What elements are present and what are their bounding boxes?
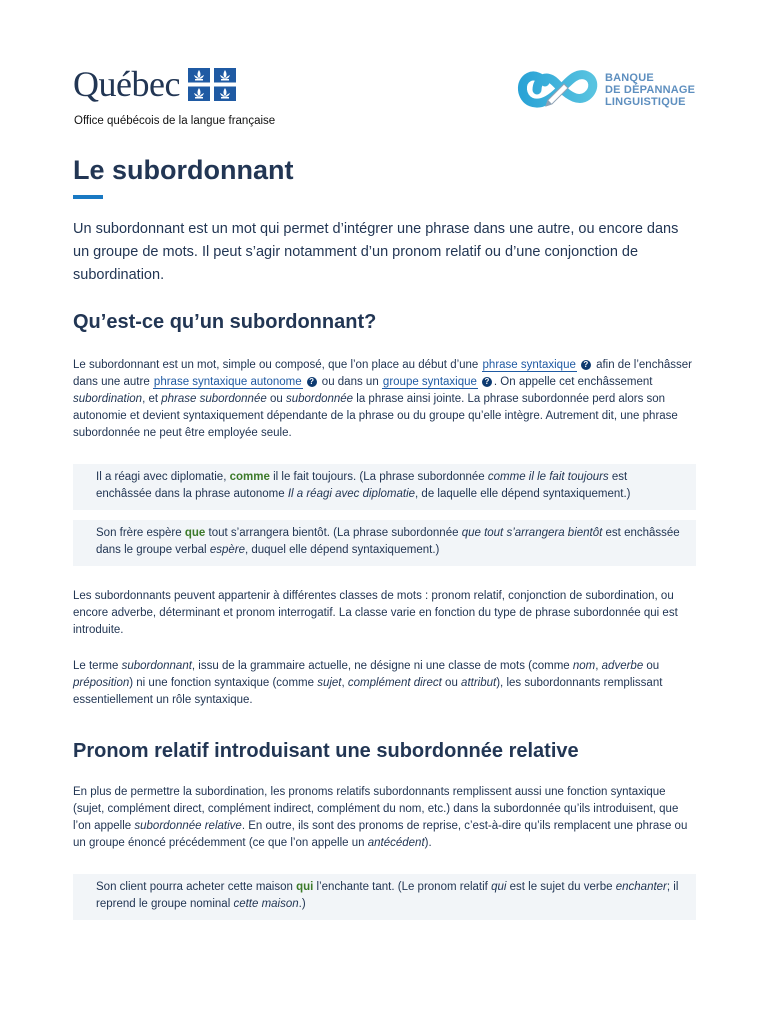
text: ), les subordonnants remplissant essentiellement un rôle syntaxique. [73,677,663,706]
text: , de laquelle elle dépend syntaxiquement.) [415,488,631,500]
text: Son frère espère [96,527,185,539]
fleurdelise-flag-icon [188,68,236,101]
section-heading-pronom-relatif: Pronom relatif introduisant une subordonnée relative [73,740,579,762]
text: est enchâssée dans le groupe verbal [96,527,680,556]
text: , et [142,393,162,405]
keyword: que [184,527,206,539]
link-phrase-syntaxique-autonome[interactable]: phrase syntaxique autonome [153,376,302,388]
text: En plus de permettre la subordination, les pronoms relatifs subordonnants remplissent aussi une fonction syntaxique (sujet, complément direct, complément indirect, complément du nom, etc.) dans la subordonnée qu’ils introduisent, que l’on appelle [73,786,679,832]
text: . On appelle cet enchâssement [493,376,653,388]
infinity-pencil-icon [515,66,601,114]
term: Il a réagi avec diplomatie [287,488,416,500]
text: , issu de la grammaire actuelle, ne désigne ni une classe de mots (comme [191,660,573,672]
example-box [73,874,696,920]
text: l’enchante tant. (Le pronom relatif [313,881,492,893]
text: ou [266,393,286,405]
text: afin de l’enchâsser dans une autre [73,359,692,388]
term: nom [572,660,596,672]
term: préposition [73,677,130,689]
definition-paragraph [73,357,696,442]
office-name: Office québécois de la langue française [74,115,276,127]
term: enchanter [615,881,667,893]
term: subordination [73,393,143,405]
site-header [0,0,768,140]
text: tout s’arrangera bientôt. (La phrase subordonnée [205,527,462,539]
bdl-logo[interactable] [515,66,695,114]
text: ; il reprend le groupe nominal [96,881,679,910]
help-icon[interactable]: ? [482,377,492,387]
quebec-wordmark: Québec [73,64,180,104]
text: Il a réagi avec diplomatie, [96,471,230,483]
quebec-logo[interactable] [73,66,236,102]
help-icon[interactable]: ? [581,360,591,370]
article [73,150,696,920]
term: adverbe [601,660,644,672]
term: que tout s’arrangera bientôt [461,527,603,539]
text: ou dans un [318,376,382,388]
title-underline [73,195,103,199]
page-title: Le subordonnant [73,155,294,185]
classes-paragraph: Les subordonnants peuvent appartenir à différentes classes de mots : pronom relatif, conjonction de subordination, ou encore adverbe, déterminant et pronom interrogatif. La classe varie en fonction du type de phrase subordonnée qui est introduite. [73,590,678,636]
help-icon[interactable]: ? [307,377,317,387]
text: est le sujet du verbe [506,881,616,893]
term: comme il le fait toujours [487,471,609,483]
bdl-line: DE DÉPANNAGE [605,84,696,96]
terme-paragraph [73,658,696,709]
text: , duquel elle dépend syntaxiquement.) [244,544,440,556]
link-groupe-syntaxique[interactable]: groupe syntaxique [382,376,477,388]
text: , [341,677,348,689]
text: ou [643,660,660,672]
term: subordonnée relative [134,820,242,832]
text: il le fait toujours. (La phrase subordonnée [269,471,488,483]
bdl-wordmark [605,72,695,108]
bdl-line: LINGUISTIQUE [605,96,686,108]
term: sujet [317,677,342,689]
text: Son client pourra acheter cette maison [96,881,297,893]
pronom-relatif-paragraph [73,784,696,852]
text: ou [441,677,462,689]
term: subordonnant [121,660,192,672]
term: antécédent [367,837,425,849]
section-heading-definition: Qu’est-ce qu’un subordonnant? [73,311,377,333]
text: , [595,660,602,672]
lead-paragraph: Un subordonnant est un mot qui permet d’intégrer une phrase dans une autre, ou encore dans un groupe de mots. Il peut s’agir notamment d’un pronom relatif ou d’une conjonction de subordination. [73,221,679,283]
text: la phrase ainsi jointe. La phrase subordonnée perd alors son autonomie et devient syntaxiquement dépendante de la phrase ou du groupe qu’elle intègre. Autrement dit, une phrase subordonnée ne peut être employée seule. [73,393,678,439]
text: .) [298,898,306,910]
text: Le terme [73,660,122,672]
term: cette maison [233,898,299,910]
term: qui [491,881,507,893]
term: complément direct [347,677,442,689]
term: espère [209,544,245,556]
text: ). [424,837,432,849]
example-box [73,464,696,510]
text: est enchâssée dans la phrase autonome [96,471,628,500]
example-box [73,520,696,566]
text: . En outre, ils sont des pronoms de reprise, c’est-à-dire qu’ils remplacent une phrase ou un groupe énoncé précédemment (ce que l’on appelle un [73,820,688,849]
keyword: qui [296,881,314,893]
text: Le subordonnant est un mot, simple ou composé, que l’on place au début d’une [73,359,482,371]
term: attribut [461,677,497,689]
term: phrase subordonnée [161,393,267,405]
text: ) ni une fonction syntaxique (comme [129,677,318,689]
term: subordonnée [285,393,354,405]
link-phrase-syntaxique[interactable]: phrase syntaxique [482,359,576,371]
keyword: comme [229,471,270,483]
bdl-line: BANQUE [605,72,654,84]
